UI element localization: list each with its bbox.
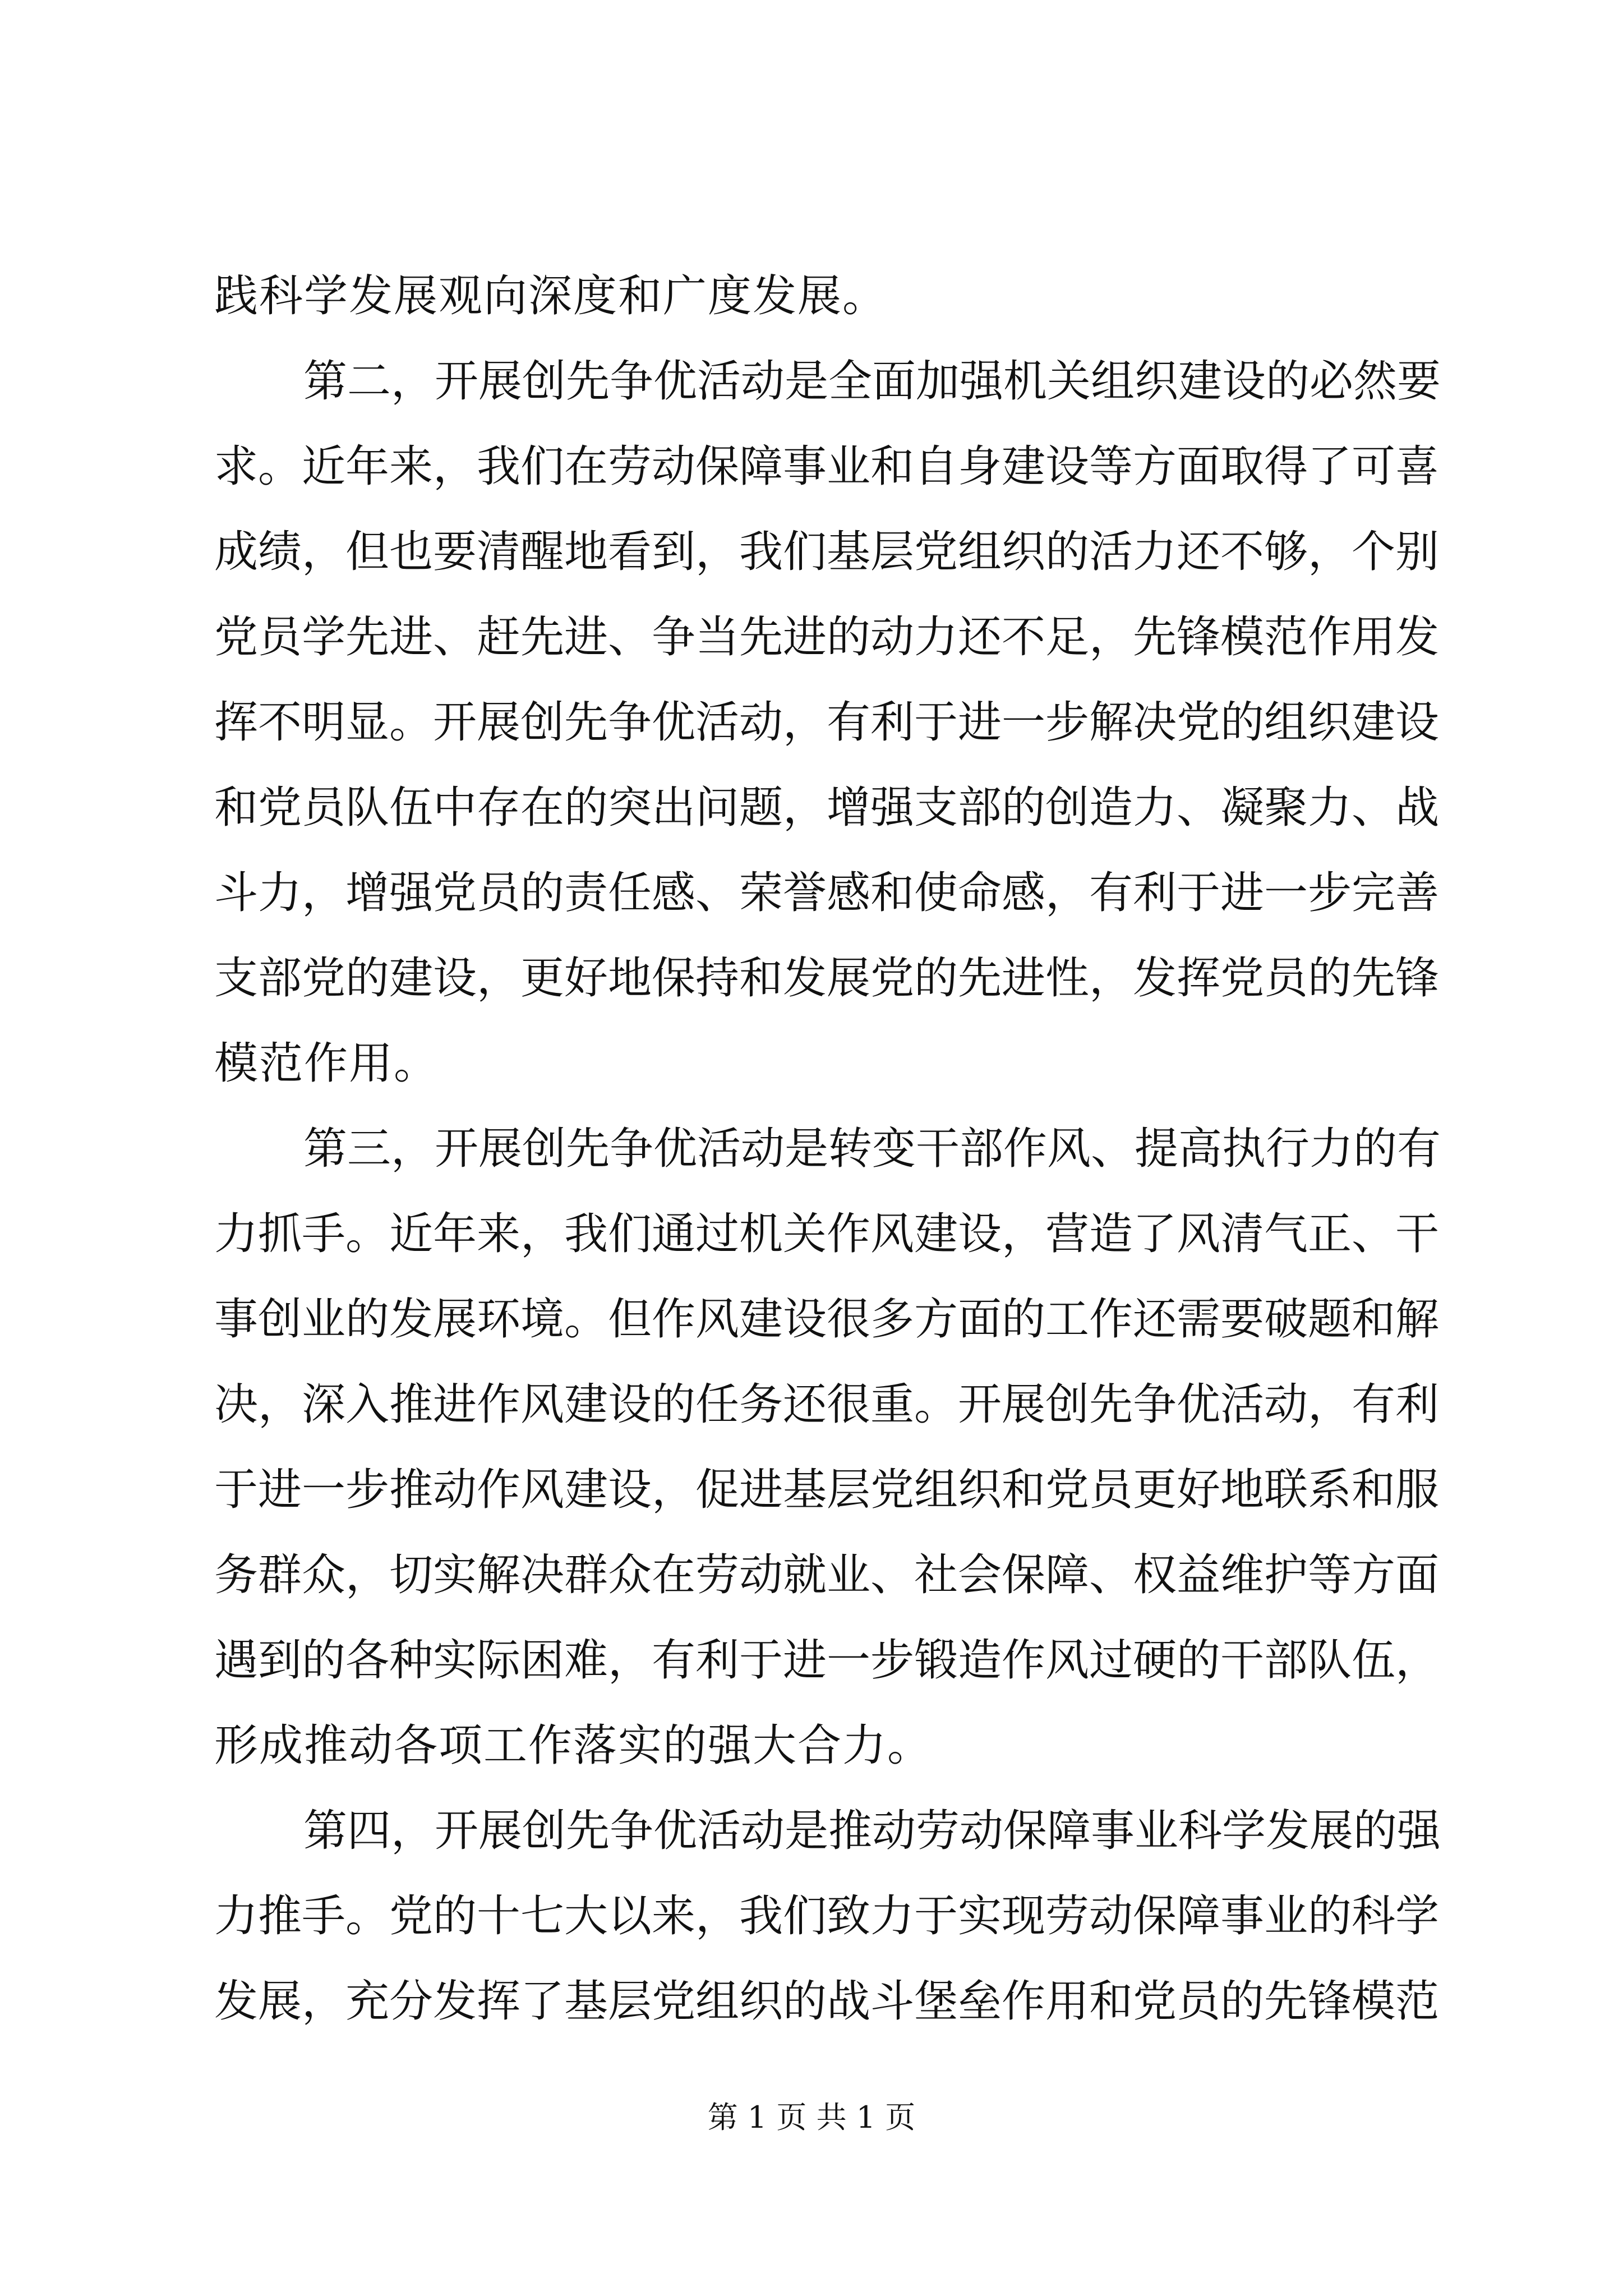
paragraph-line: 第二，开展创先争优活动是全面加强机关组织建设的必然要 [303, 356, 1441, 407]
paragraph-line: 决，深入推进作风建设的任务还很重。开展创先争优活动，有利 [214, 1379, 1440, 1430]
paragraph-line: 斗力，增强党员的责任感、荣誉感和使命感，有利于进一步完善 [214, 868, 1440, 918]
paragraph-line: 成绩，但也要清醒地看到，我们基层党组织的活力还不够，个别 [214, 527, 1440, 577]
paragraph-line: 第三，开展创先争优活动是转变干部作风、提高执行力的有 [303, 1124, 1441, 1174]
paragraph-line: 挥不明显。开展创先争优活动，有利于进一步解决党的组织建设 [214, 697, 1440, 748]
paragraph-line: 模范作用。 [214, 1038, 439, 1089]
paragraph-line: 党员学先进、赶先进、争当先进的动力还不足，先锋模范作用发 [214, 612, 1440, 662]
paragraph-line: 于进一步推动作风建设，促进基层党组织和党员更好地联系和服 [214, 1465, 1440, 1515]
paragraph-line: 力抓手。近年来，我们通过机关作风建设，营造了风清气正、干 [214, 1209, 1440, 1259]
page-footer: 第 1 页 共 1 页 [707, 2100, 916, 2135]
paragraph-line: 发展，充分发挥了基层党组织的战斗堡垒作用和党员的先锋模范 [214, 1976, 1440, 2027]
paragraph-line: 和党员队伍中存在的突出问题，增强支部的创造力、凝聚力、战 [214, 783, 1440, 833]
paragraph-line: 遇到的各种实际困难，有利于进一步锻造作风过硬的干部队伍， [214, 1635, 1440, 1686]
paragraph-line: 形成推动各项工作落实的强大合力。 [214, 1720, 933, 1771]
paragraph-line: 支部党的建设，更好地保持和发展党的先进性，发挥党员的先锋 [214, 953, 1440, 1004]
paragraph-line: 践科学发展观向深度和广度发展。 [214, 271, 888, 321]
paragraph-line: 事创业的发展环境。但作风建设很多方面的工作还需要破题和解 [214, 1294, 1440, 1345]
paragraph-line: 务群众，切实解决群众在劳动就业、社会保障、权益维护等方面 [214, 1550, 1440, 1600]
paragraph-line: 第四，开展创先争优活动是推动劳动保障事业科学发展的强 [303, 1806, 1441, 1856]
paragraph-line: 求。近年来，我们在劳动保障事业和自身建设等方面取得了可喜 [214, 441, 1440, 492]
paragraph-line: 力推手。党的十七大以来，我们致力于实现劳动保障事业的科学 [214, 1891, 1440, 1941]
